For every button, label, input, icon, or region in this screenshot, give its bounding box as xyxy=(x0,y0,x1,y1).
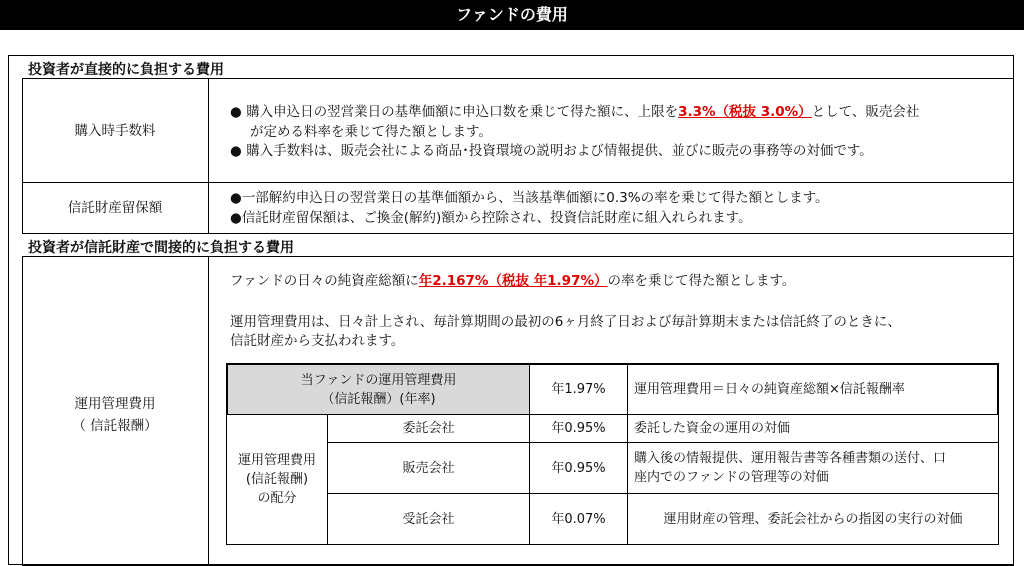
mgmt-fee-label xyxy=(22,390,208,440)
mgmt-fee-text: の率を乗じて得た額とします。 xyxy=(607,273,796,289)
purchase-fee-bullet-1 xyxy=(230,102,919,123)
alloc-row-name: 受託会社 xyxy=(327,493,530,545)
column-divider xyxy=(208,256,209,566)
column-divider xyxy=(208,78,209,183)
purchase-fee-bullet-1-cont: が定める料率を乗じて得た額とします。 xyxy=(250,124,492,140)
alloc-row-desc: 運用財産の管理、委託会社からの指図の実行の対価 xyxy=(627,493,999,545)
column-divider xyxy=(208,182,209,234)
alloc-row-rate: 年0.95% xyxy=(529,414,628,443)
fee-table-header-label xyxy=(226,363,530,415)
purchase-fee-bullet-2: ● 購入手数料は、販売会社による商品･投資環境の説明および情報提供、並びに販売の事務等の対価です。 xyxy=(230,143,873,159)
header-label-line: （信託報酬）(年率) xyxy=(321,391,436,407)
mgmt-fee-text: ファンドの日々の純資産総額に xyxy=(230,273,419,289)
alloc-row-name: 販売会社 xyxy=(327,442,530,494)
purchase-fee-label: 購入時手数料 xyxy=(74,122,156,139)
alloc-label-line: (信託報酬) xyxy=(245,472,309,487)
alloc-row-desc-line: 座内でのファンドの管理等の対価 xyxy=(634,470,829,485)
purchase-fee-max-rate: 3.3%（税抜 3.0%） xyxy=(678,104,812,120)
mgmt-fee-rate-text xyxy=(230,271,795,292)
alloc-row-desc: 委託した資金の運用の対価 xyxy=(627,414,999,443)
purchase-fee-text: として、販売会社 xyxy=(811,104,920,120)
fee-table-header-rate: 年1.97% xyxy=(529,363,628,415)
mgmt-fee-label-line: （ 信託報酬） xyxy=(72,418,158,434)
direct-cost-heading: 投資者が直接的に負担する費用 xyxy=(28,62,224,78)
mgmt-fee-label-line: 運用管理費用 xyxy=(74,396,156,412)
retention-label: 信託財産留保額 xyxy=(67,200,163,216)
indirect-cost-heading: 投資者が信託財産で間接的に負担する費用 xyxy=(28,240,294,256)
mgmt-fee-payment-text-2: 信託財産から支払われます。 xyxy=(230,333,405,349)
alloc-row-rate: 年0.95% xyxy=(529,442,628,494)
page-title: ファンドの費用 xyxy=(0,0,1024,30)
retention-bullet-1: ●一部解約申込日の翌営業日の基準価額から、当該基準価額に0.3%の率を乗じて得た額とします。 xyxy=(230,190,829,206)
mgmt-fee-payment-text-1: 運用管理費用は、日々計上され、毎計算期間の最初の6ヶ月終了日および毎計算期末または信託終了のときに、 xyxy=(230,314,901,330)
retention-bullet-2: ●信託財産留保額は、ご換金(解約)額から控除され、投資信託財産に組入れられます。 xyxy=(230,210,752,226)
fee-table-header-desc: 運用管理費用＝日々の純資産総額×信託報酬率 xyxy=(627,363,999,415)
alloc-label-line: の配分 xyxy=(257,491,297,506)
alloc-row-rate: 年0.07% xyxy=(529,493,628,545)
alloc-label-line: 運用管理費用 xyxy=(237,453,316,468)
alloc-label xyxy=(226,414,328,545)
alloc-row-desc-line: 購入後の情報提供、運用報告書等各種書類の送付、口 xyxy=(634,451,947,466)
header-label-line: 当ファンドの運用管理費用 xyxy=(300,372,457,388)
purchase-fee-text: ● 購入申込日の翌営業日の基準価額に申込口数を乗じて得た額に、上限を xyxy=(230,104,679,120)
mgmt-fee-rate: 年2.167%（税抜 年1.97%） xyxy=(418,273,608,289)
alloc-row-desc xyxy=(627,442,999,494)
alloc-row-name: 委託会社 xyxy=(327,414,530,443)
